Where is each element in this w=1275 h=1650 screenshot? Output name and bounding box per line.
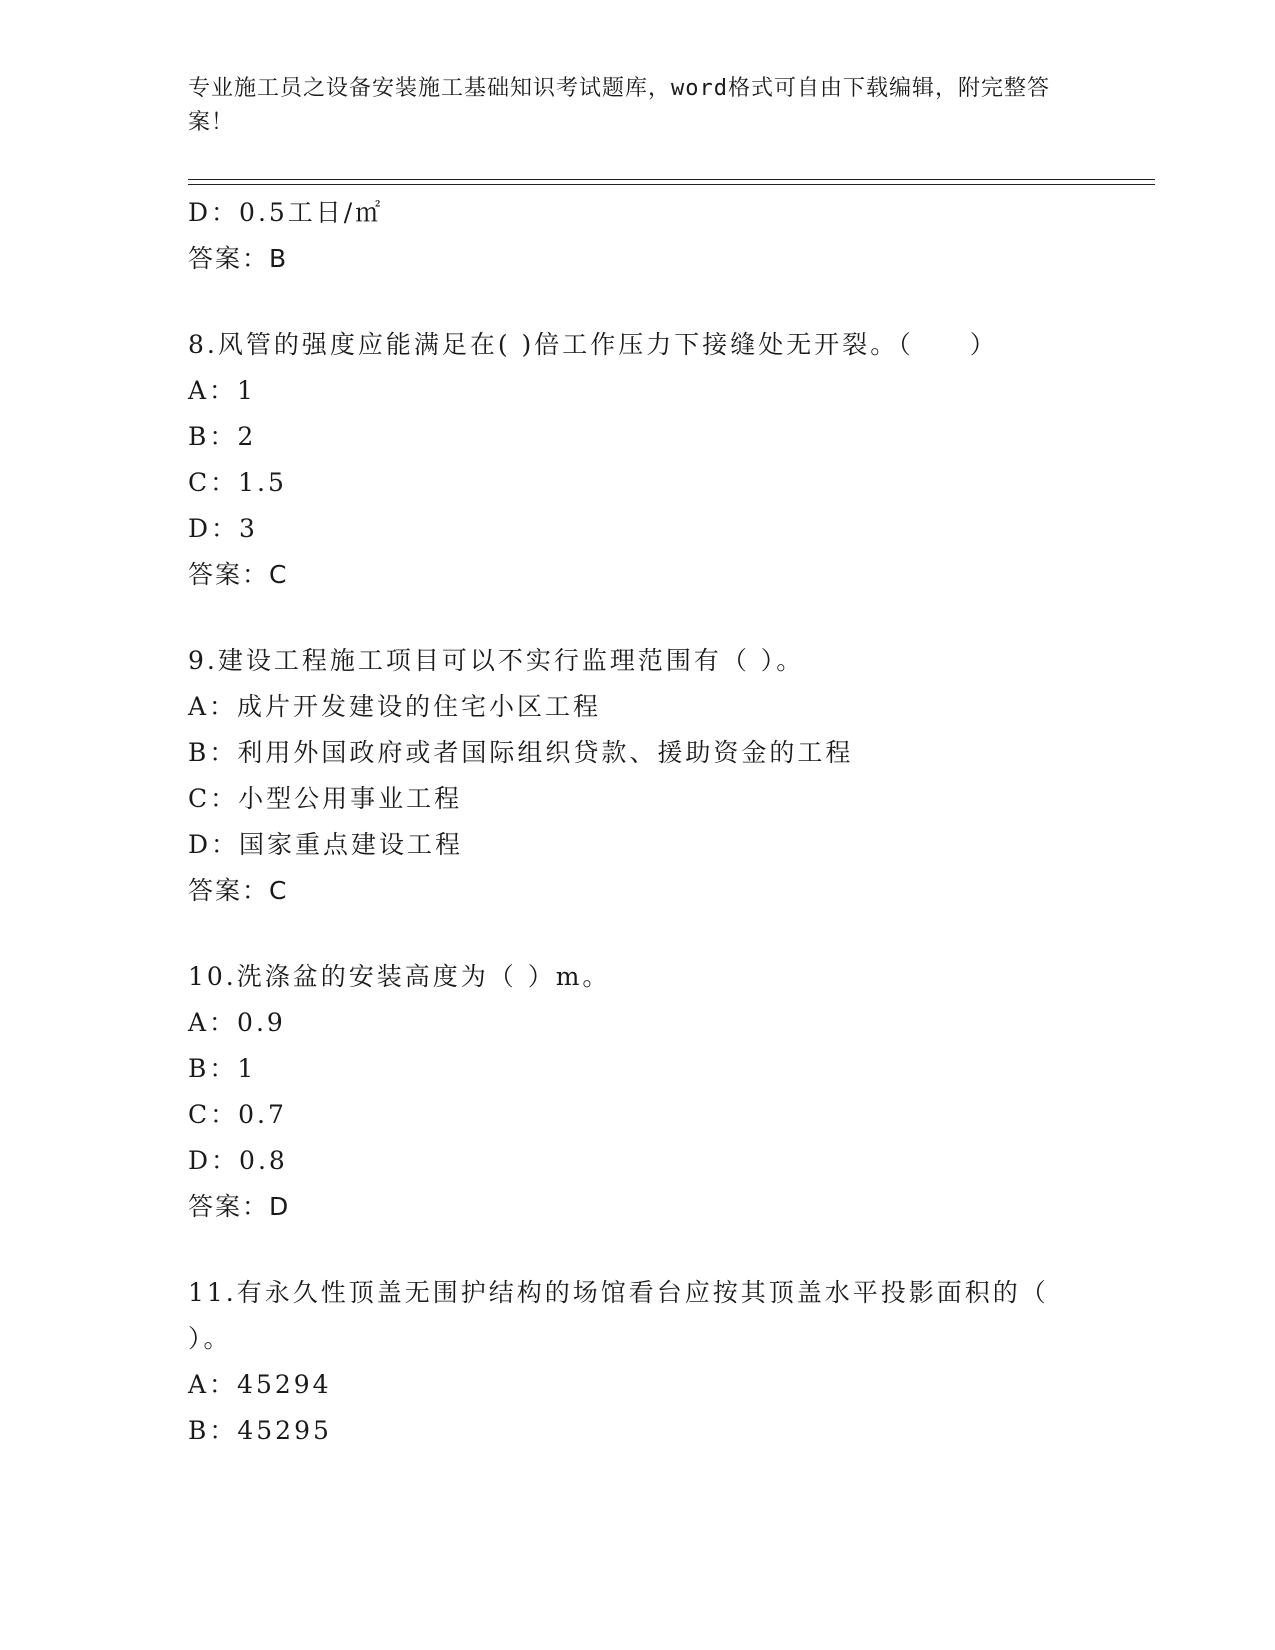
answer-line: 答案：B xyxy=(188,244,289,273)
header-divider-top xyxy=(188,179,1155,180)
question-text: 9.建设工程施工项目可以不实行监理范围有（ ）。 xyxy=(188,646,805,675)
question-9 xyxy=(188,638,1078,914)
option-d: D：3 xyxy=(188,514,258,543)
option-b: B：2 xyxy=(188,422,257,451)
option-d: D：0.8 xyxy=(188,1146,288,1175)
answer-line: 答案：C xyxy=(188,560,289,589)
option-c: C：1.5 xyxy=(188,468,287,497)
option-a: A：45294 xyxy=(188,1370,332,1399)
header-divider-bottom xyxy=(188,184,1155,185)
question-list xyxy=(188,190,1078,1454)
question-10 xyxy=(188,954,1078,1230)
document-header xyxy=(188,72,1068,140)
question-11 xyxy=(188,1270,1078,1454)
question-text: 10.洗涤盆的安装高度为（ ）m。 xyxy=(188,962,611,991)
option-a: A：1 xyxy=(188,376,256,405)
question-8 xyxy=(188,322,1078,598)
option-a: A：成片开发建设的住宅小区工程 xyxy=(188,692,602,721)
option-b: B：1 xyxy=(188,1054,257,1083)
answer-line: 答案：C xyxy=(188,876,289,905)
answer-line: 答案：D xyxy=(188,1192,291,1221)
option-d: D：0.5工日/㎡ xyxy=(188,198,384,227)
option-c: C：小型公用事业工程 xyxy=(188,784,463,813)
option-c: C：0.7 xyxy=(188,1100,287,1129)
option-b: B：45295 xyxy=(188,1416,332,1445)
option-b: B：利用外国政府或者国际组织贷款、援助资金的工程 xyxy=(188,738,854,767)
option-a: A：0.9 xyxy=(188,1008,286,1037)
option-d: D：国家重点建设工程 xyxy=(188,830,464,859)
question-text: 8.风管的强度应能满足在( )倍工作压力下接缝处无开裂。（ ） xyxy=(188,330,998,359)
question-text: 11.有永久性顶盖无围护结构的场馆看台应按其顶盖水平投影面积的（ ）。 xyxy=(188,1278,1049,1353)
header-text: 专业施工员之设备安装施工基础知识考试题库，word格式可自由下载编辑，附完整答案！ xyxy=(188,76,1050,135)
